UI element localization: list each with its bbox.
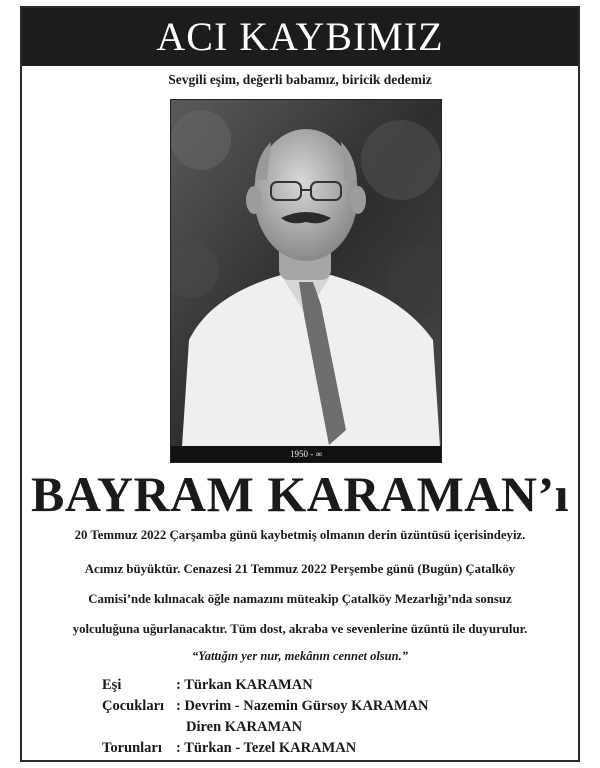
family-row-grandchildren <box>102 740 572 761</box>
family-row-children-cont <box>102 719 572 740</box>
family-label: Torunları <box>102 740 162 756</box>
family-row-children <box>102 698 572 719</box>
family-value: : Türkan KARAMAN <box>176 677 313 693</box>
portrait-illustration <box>171 100 441 462</box>
photo-caption: 1950 - ∞ <box>171 446 441 462</box>
obituary-frame <box>20 6 580 762</box>
family-label: Eşi <box>102 677 122 693</box>
family-list <box>102 677 572 761</box>
body-line: Acımız büyüktür. Cenazesi 21 Temmuz 2022 Perşembe günü (Bugün) Çatalköy <box>84 562 516 576</box>
family-value: : Türkan - Tezel KARAMAN <box>176 740 357 756</box>
family-label: Çocukları <box>102 698 165 714</box>
deceased-name: BAYRAM KARAMAN’ı <box>30 466 570 522</box>
intro-line: Sevgili eşim, değerli babamız, biricik dedemiz <box>168 72 432 87</box>
quote: “Yattığın yer nur, mekânın cennet olsun.” <box>192 649 408 663</box>
banner-title: ACI KAYBIMIZ <box>22 8 578 66</box>
body-line: Camisi’nde kılınacak öğle namazını müteakip Çatalköy Mezarlığı’nda sonsuz <box>88 592 512 606</box>
body-line: yolculuğuna uğurlanacaktır. Tüm dost, akraba ve sevenlerine üzüntü ile duyurulur. <box>72 622 528 636</box>
family-row-spouse <box>102 677 572 698</box>
family-value: Diren KARAMAN <box>186 719 303 735</box>
family-value: : Devrim - Nazemin Gürsoy KARAMAN <box>176 698 429 714</box>
body-line: 20 Temmuz 2022 Çarşamba günü kaybetmiş olmanın derin üzüntüsü içerisindeyiz. <box>74 528 526 542</box>
portrait-photo <box>170 99 442 463</box>
